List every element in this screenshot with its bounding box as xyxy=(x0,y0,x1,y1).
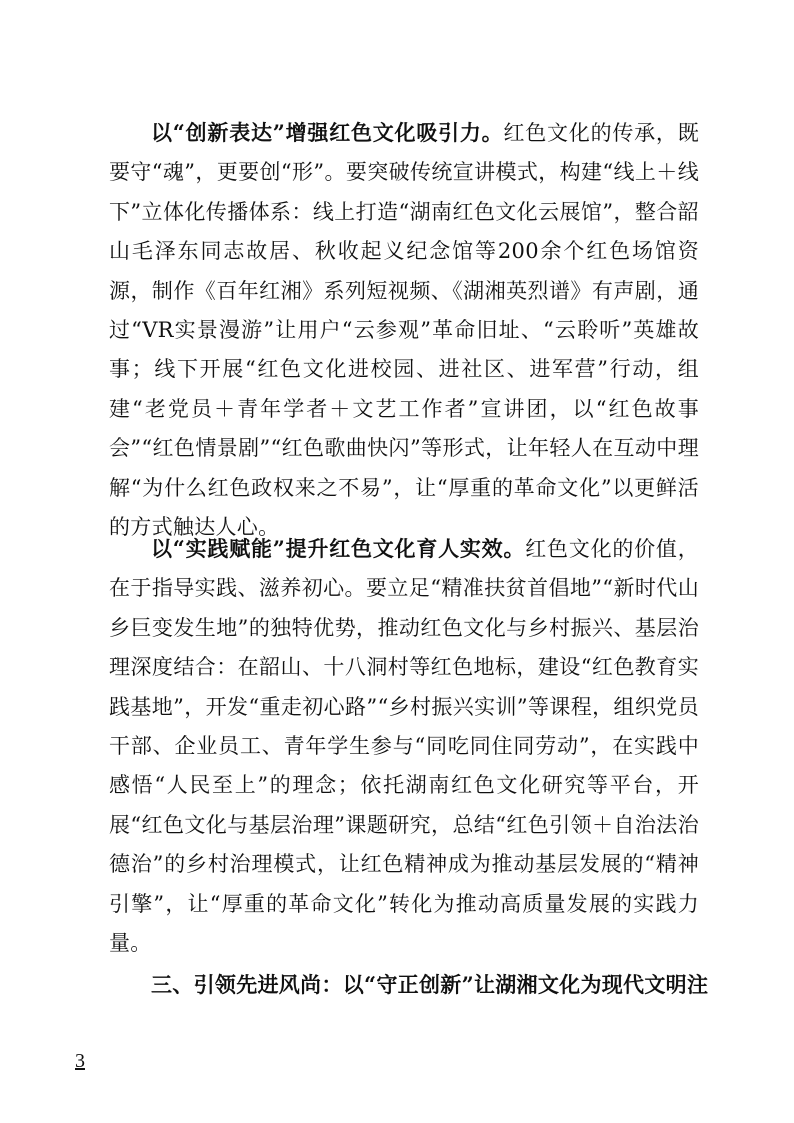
paragraph-body-practice-empowerment: 红色文化的价值，在于指导实践、滋养初心。要立足“精准扶贫首倡地”“新时代山乡巨变发生地”的独特优势，推动红色文化与乡村振兴、基层治理深度结合：在韶山、十八洞村等红色地标，建设“红色教育实践基地”，开发“重走初心路”“乡村振兴实训”等课程，组织党员干部、企业员工、青年学生参与“同吃同住同劳动”，在实践中感悟“人民至上”的理念；依托湖南红色文化研究等平台，开展“红色文化与基层治理”课题研究，总结“红色引领＋自治法治德治”的乡村治理模式，让红色精神成为推动基层发展的“精神引擎”，让“厚重的革命文化”转化为推动高质量发展的实践力量。 xyxy=(109,537,700,956)
section-heading: 三、引领先进风尚：以“守正创新”让湖湘文化为现代文明注 xyxy=(151,972,709,997)
paragraph-body-creative-expression: 红色文化的传承，既要守“魂”，更要创“形”。要突破传统宣讲模式，构建“线上＋线下”立体化传播体系：线上打造“湖南红色文化云展馆”，整合韶山毛泽东同志故居、秋收起义纪念馆等200余个红色场馆资源，制作《百年红湘》系列短视频、《湖湘英烈谱》有声剧，通过“VR实景漫游”让用户“云参观”革命旧址、“云聆听”英雄故事；线下开展“红色文化进校园、进社区、进军营”行动，组建“老党员＋青年学者＋文艺工作者”宣讲团，以“红色故事会”“红色情景剧”“红色歌曲快闪”等形式，让年轻人在互动中理解“为什么红色政权来之不易”，让“厚重的革命文化”以更鲜活的方式触达人心。 xyxy=(109,121,700,540)
paragraph-lead-creative-expression: 以“创新表达”增强红色文化吸引力。 xyxy=(151,120,504,145)
paragraph-creative-expression xyxy=(109,113,699,547)
paragraph-lead-practice-empowerment: 以“实践赋能”提升红色文化育人实效。 xyxy=(151,536,526,561)
page-number: 3 xyxy=(75,1050,85,1072)
paragraph-practice-empowerment xyxy=(109,529,699,963)
